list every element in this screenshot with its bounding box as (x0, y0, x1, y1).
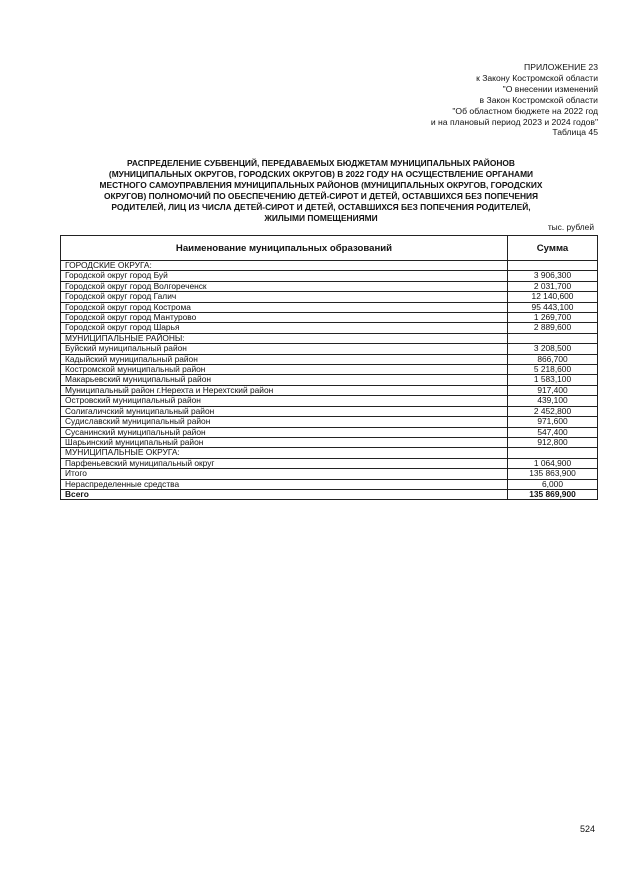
table-row (61, 365, 598, 375)
table-row (61, 375, 598, 385)
row-name: Парфеньевский муниципальный округ (61, 458, 508, 468)
row-sum: 439,100 (508, 396, 598, 406)
row-name: Итого (61, 469, 508, 479)
header-line: ПРИЛОЖЕНИЕ 23 (524, 62, 598, 72)
table-row (61, 406, 598, 416)
table-row (61, 417, 598, 427)
row-sum: 5 218,600 (508, 365, 598, 375)
row-name: Городской округ город Шарья (61, 323, 508, 333)
table-row (61, 437, 598, 447)
table-section-row (61, 261, 598, 271)
header-line: "Об областном бюджете на 2022 год (452, 105, 598, 116)
table-row (61, 385, 598, 395)
table-row (61, 302, 598, 312)
table-section-row (61, 333, 598, 343)
row-sum: 135 869,900 (508, 489, 598, 499)
column-header-name: Наименование муниципальных образований (61, 236, 508, 261)
row-sum: 95 443,100 (508, 302, 598, 312)
table-row (61, 458, 598, 468)
table-row (61, 323, 598, 333)
row-name: Буйский муниципальный район (61, 344, 508, 354)
appendix-header (431, 62, 598, 138)
header-line: "О внесении изменений (502, 83, 598, 94)
table-row (61, 396, 598, 406)
header-line: Таблица 45 (552, 127, 598, 138)
table-row (61, 344, 598, 354)
table-row (61, 313, 598, 323)
row-name: МУНИЦИПАЛЬНЫЕ РАЙОНЫ: (61, 333, 508, 343)
table-row (61, 281, 598, 291)
table-row (61, 427, 598, 437)
row-name: Нераспределенные средства (61, 479, 508, 489)
row-sum: 912,800 (508, 437, 598, 447)
row-name: Городской округ город Волгореченск (61, 281, 508, 291)
row-name: Городской округ город Мантурово (61, 313, 508, 323)
table-row (61, 271, 598, 281)
table-body (61, 261, 598, 500)
header-line: и на плановый период 2023 и 2024 годов" (430, 116, 598, 127)
row-name: Шарьинский муниципальный район (61, 437, 508, 447)
row-sum: 1 583,100 (508, 375, 598, 385)
row-name: Костромской муниципальный район (61, 365, 508, 375)
units-label: тыс. рублей (547, 222, 594, 232)
row-sum: 3 906,300 (508, 271, 598, 281)
header-line: к Закону Костромской области (476, 72, 598, 83)
row-sum: 3 208,500 (508, 344, 598, 354)
row-name: Городской округ город Кострома (61, 302, 508, 312)
row-sum: 971,600 (508, 417, 598, 427)
row-sum: 12 140,600 (508, 292, 598, 302)
table-section-row (61, 448, 598, 458)
row-name: Макарьевский муниципальный район (61, 375, 508, 385)
row-name: Городской округ город Галич (61, 292, 508, 302)
table-row (61, 469, 598, 479)
header-line: в Закон Костромской области (479, 94, 598, 105)
row-sum: 866,700 (508, 354, 598, 364)
row-sum (508, 448, 598, 458)
row-sum: 2 452,800 (508, 406, 598, 416)
row-sum: 2 889,600 (508, 323, 598, 333)
table-row (61, 479, 598, 489)
row-name: Солигаличский муниципальный район (61, 406, 508, 416)
column-header-sum: Сумма (508, 236, 598, 261)
table-row (61, 354, 598, 364)
row-name: Всего (61, 489, 508, 499)
row-name: МУНИЦИПАЛЬНЫЕ ОКРУГА: (61, 448, 508, 458)
table-total-row (61, 489, 598, 499)
row-name: Городской округ город Буй (61, 271, 508, 281)
row-name: Сусанинский муниципальный район (61, 427, 508, 437)
page-number: 524 (580, 824, 596, 834)
row-sum: 1 064,900 (508, 458, 598, 468)
row-name: Судиславский муниципальный район (61, 417, 508, 427)
row-sum: 917,400 (508, 385, 598, 395)
row-name: ГОРОДСКИЕ ОКРУГА: (61, 261, 508, 271)
row-sum (508, 261, 598, 271)
row-sum: 1 269,700 (508, 313, 598, 323)
row-sum: 547,400 (508, 427, 598, 437)
row-sum (508, 333, 598, 343)
row-name: Кадыйский муниципальный район (61, 354, 508, 364)
table-header-row (61, 236, 598, 261)
row-sum: 6,000 (508, 479, 598, 489)
row-name: Муниципальный район г.Нерехта и Нерехтский район (61, 385, 508, 395)
document-title: РАСПРЕДЕЛЕНИЕ СУБВЕНЦИЙ, ПЕРЕДАВАЕМЫХ БЮДЖЕТАМ МУНИЦИПАЛЬНЫХ РАЙОНОВ (МУНИЦИПАЛЬНЫХ ОКРУГОВ, ГОРОДСКИХ ОКРУГОВ) В 2022 ГОДУ НА ОСУЩЕСТВЛЕНИЕ ОРГАНАМИ МЕСТНОГО САМОУПРАВЛЕНИЯ МУНИЦИПАЛЬНЫХ РАЙОНОВ (МУНИЦИПАЛЬНЫХ ОКРУГОВ, ГОРОДСКИХ ОКРУГОВ) ПОЛНОМОЧИЙ ПО ОБЕСПЕЧЕНИЮ ДЕТЕЙ-СИРОТ И ДЕТЕЙ, ОСТАВШИХСЯ БЕЗ ПОПЕЧЕНИЯ РОДИТЕЛЕЙ, ЛИЦ ИЗ ЧИСЛА ДЕТЕЙ-СИРОТ И ДЕТЕЙ, ОСТАВШИХСЯ БЕЗ ПОПЕЧЕНИЯ РОДИТЕЛЕЙ, ЖИЛЫМИ ПОМЕЩЕНИЯМИ (99, 158, 543, 223)
table-row (61, 292, 598, 302)
row-sum: 135 863,900 (508, 469, 598, 479)
subsidy-table (60, 235, 598, 500)
row-name: Островский муниципальный район (61, 396, 508, 406)
row-sum: 2 031,700 (508, 281, 598, 291)
